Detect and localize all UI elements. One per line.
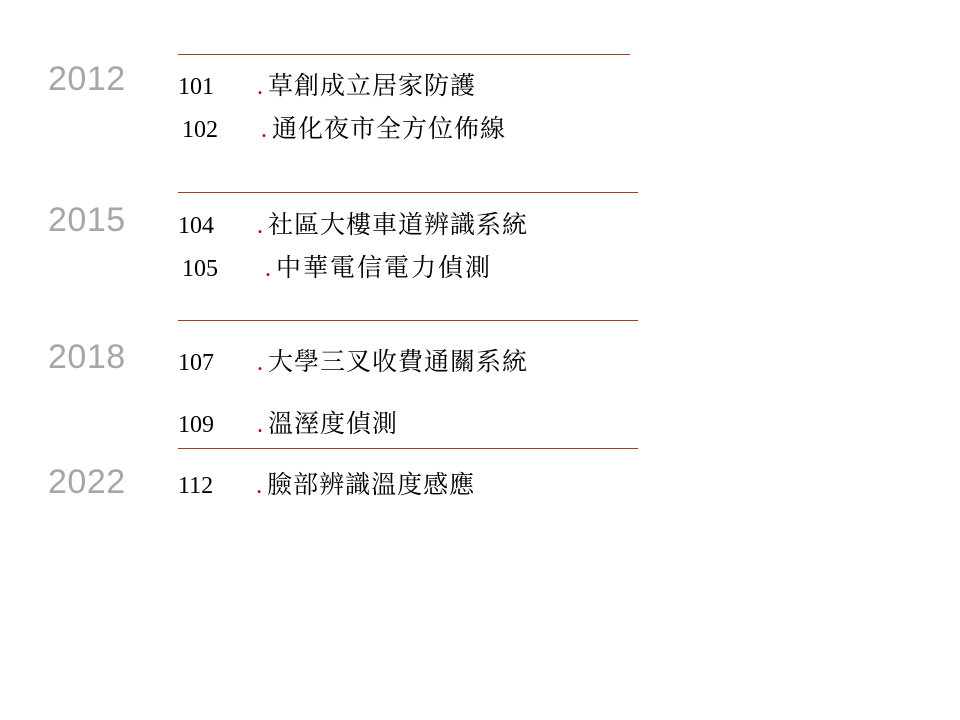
entry-title: 社區大樓車道辨識系統 — [268, 212, 529, 239]
entry-separator: . — [261, 117, 267, 143]
group-divider-rule — [178, 54, 630, 55]
list-item — [182, 256, 492, 281]
entry-separator: . — [257, 412, 263, 438]
entry-number: 101 — [178, 74, 214, 100]
year-label-2015: 2015 — [48, 201, 126, 239]
entry-title: 草創成立居家防護 — [268, 73, 477, 100]
entry-number: 107 — [178, 350, 214, 376]
entry-number: 102 — [182, 117, 218, 143]
group-divider-rule — [178, 192, 638, 193]
list-item — [182, 117, 506, 142]
entry-number: 104 — [178, 213, 214, 239]
year-label-2012: 2012 — [48, 60, 126, 98]
entry-number: 105 — [182, 256, 218, 282]
group-divider-rule — [178, 448, 638, 449]
list-item — [178, 412, 398, 437]
list-item — [178, 74, 476, 99]
entry-separator: . — [257, 213, 263, 239]
list-item — [178, 350, 528, 375]
entry-title: 通化夜市全方位佈線 — [272, 116, 507, 143]
entry-title: 臉部辨識溫度感應 — [267, 472, 476, 499]
entry-title: 中華電信電力偵測 — [276, 255, 493, 282]
entry-number: 109 — [178, 412, 214, 438]
entry-title: 溫溼度偵測 — [268, 411, 399, 438]
entry-separator: . — [256, 473, 263, 499]
list-item — [178, 473, 475, 498]
year-label-2022: 2022 — [48, 463, 126, 501]
entry-separator: . — [265, 256, 271, 282]
entry-number: 112 — [178, 473, 214, 499]
entry-title: 大學三叉收費通關系統 — [268, 349, 529, 376]
entry-separator: . — [257, 74, 263, 100]
year-label-2018: 2018 — [48, 338, 126, 376]
entry-separator: . — [257, 350, 263, 376]
group-divider-rule — [178, 320, 638, 321]
list-item — [178, 213, 528, 238]
